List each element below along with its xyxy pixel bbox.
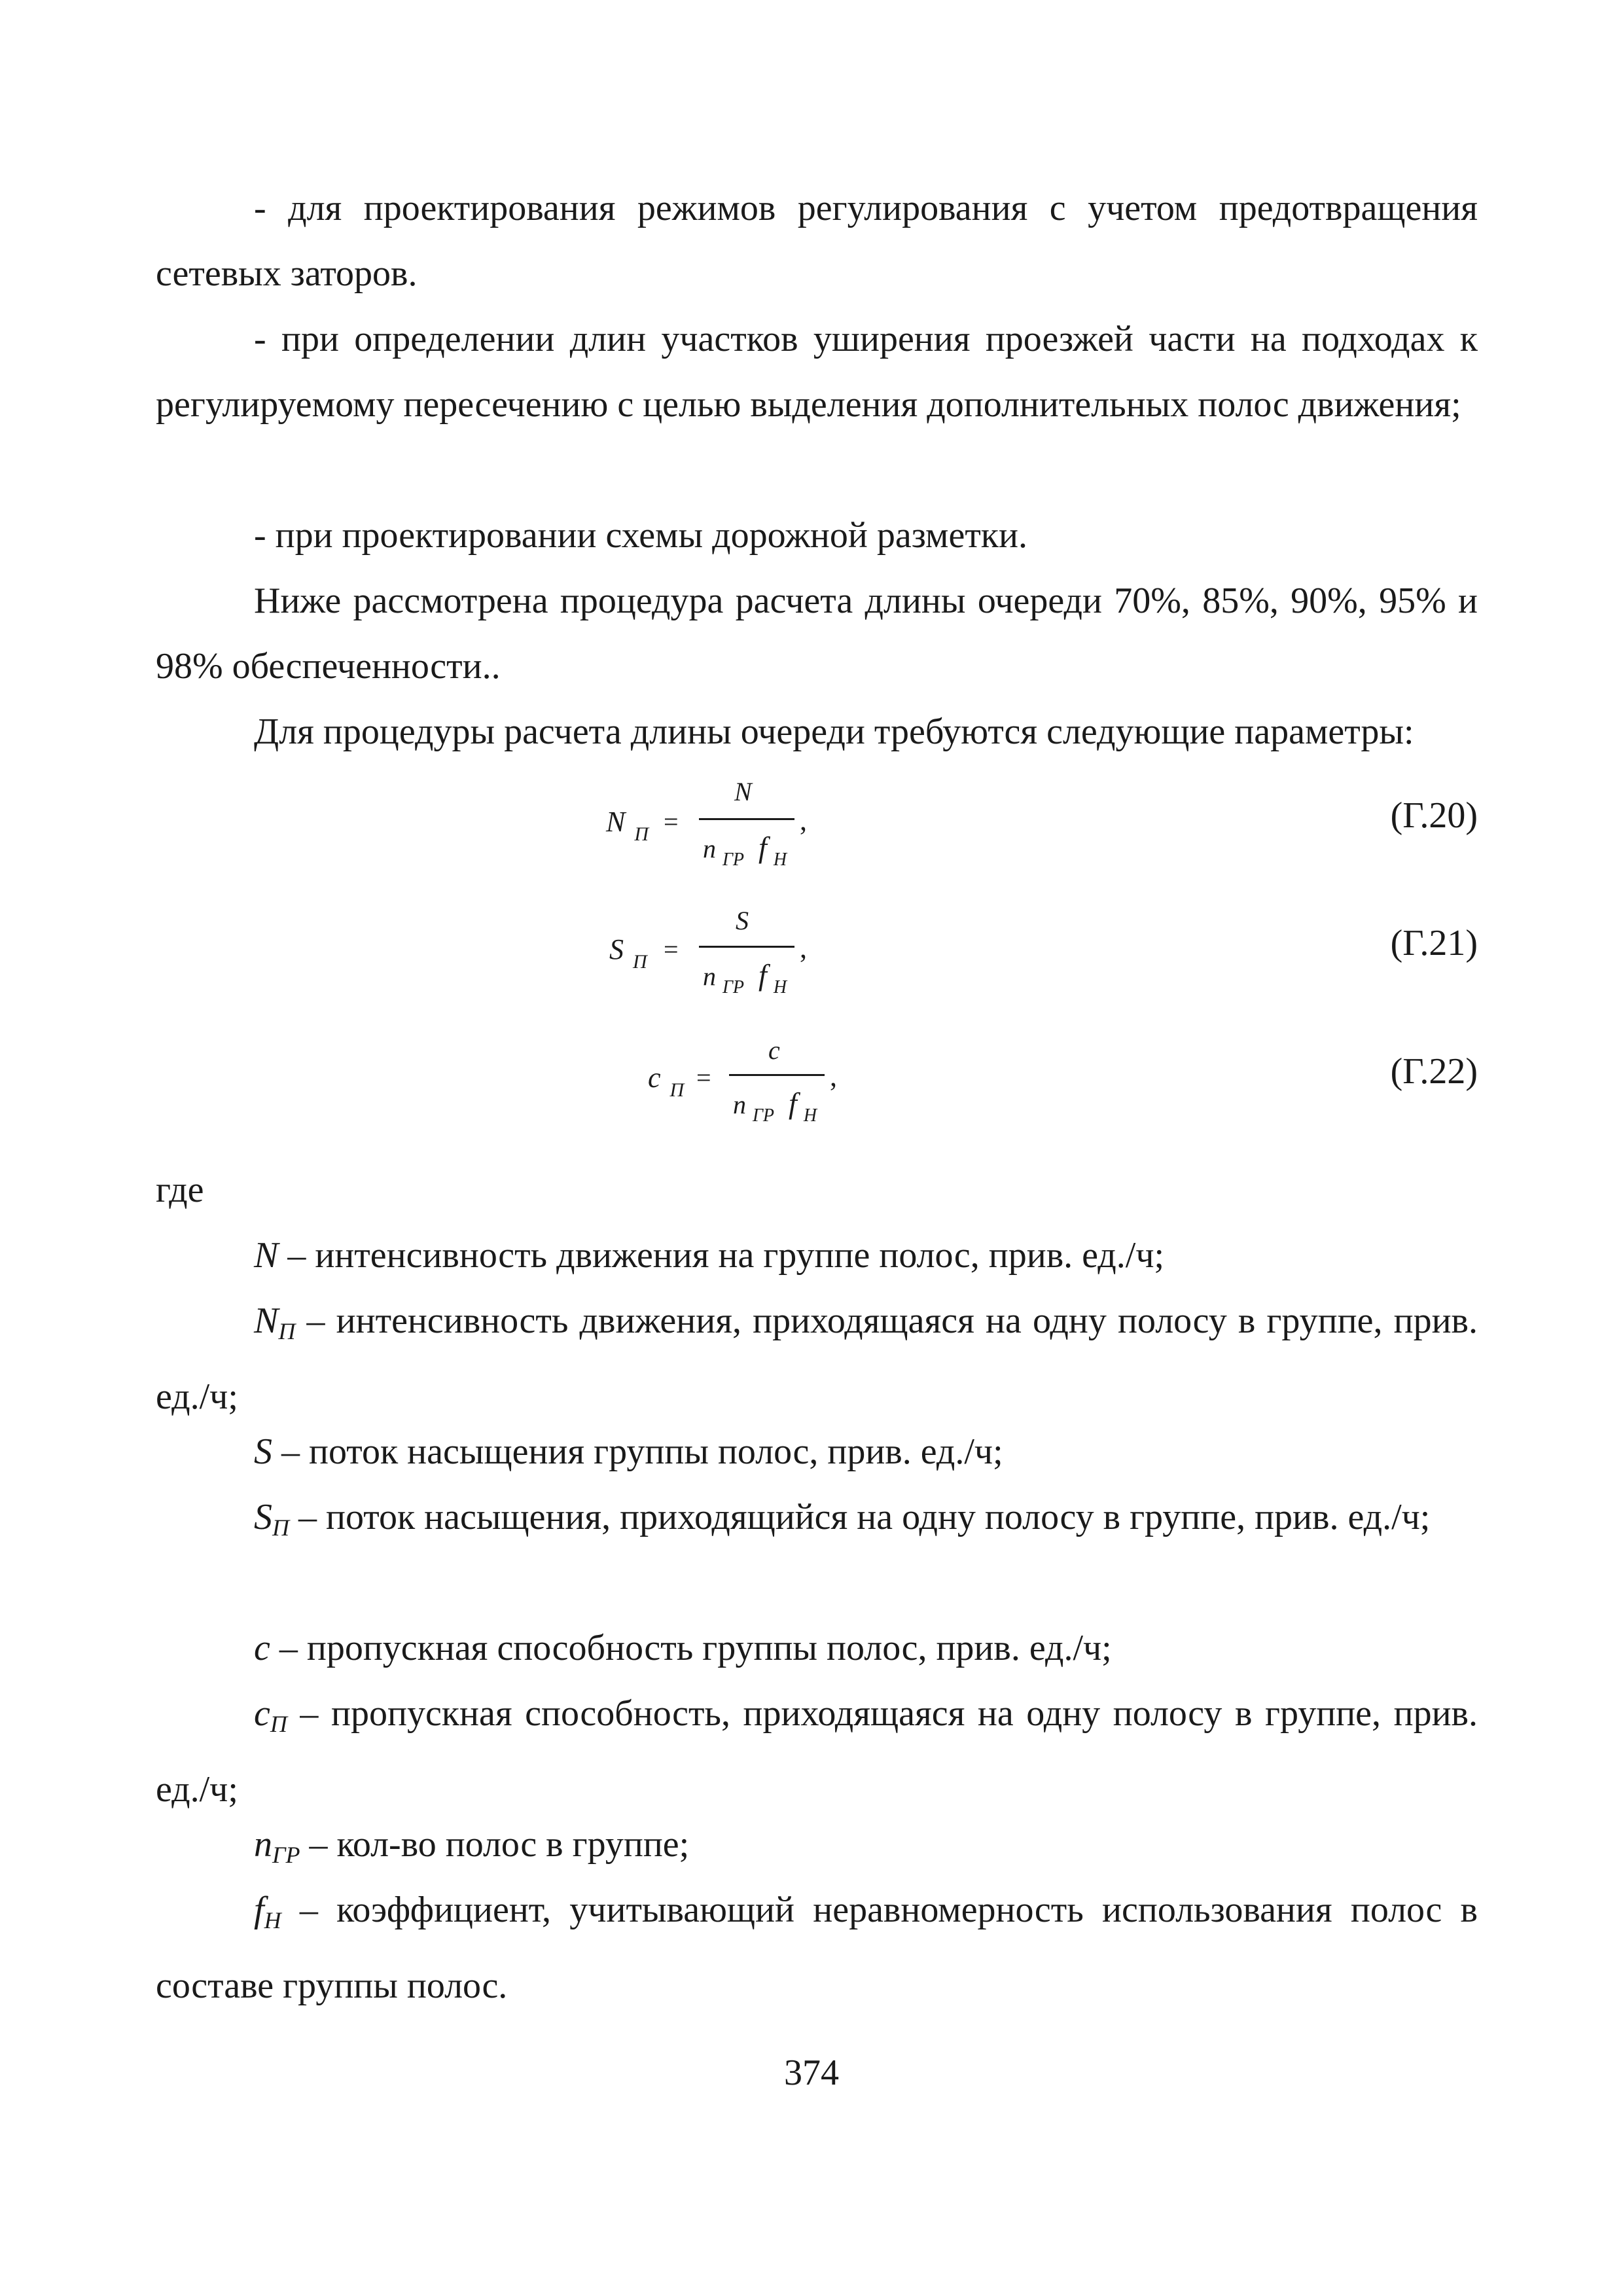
equation-comma: , (830, 1060, 837, 1092)
fraction-bar (729, 1074, 825, 1076)
paragraph-road-marking: - при проектировании схемы дорожной разметки. (254, 515, 1027, 556)
fraction-numerator: S (736, 906, 749, 935)
fraction-numerator: c (768, 1035, 780, 1065)
definition-c: c – пропускная способность группы полос, прив. ед./ч; (254, 1628, 1112, 1668)
paragraph-queue-procedure: Ниже рассмотрена процедура расчета длины очереди 70%, 85%, 90%, 95% и 98% обеспеченности.. (156, 581, 1478, 687)
equation-lhs: S $_П$ (609, 933, 647, 973)
equals-sign: = (696, 1063, 711, 1092)
fraction-bar (699, 946, 794, 948)
equation-number: (Г.22) (1390, 1051, 1478, 1092)
fraction-denominator: n $_{ГР}$ f $_Н$ (733, 1086, 817, 1126)
fraction-denominator: n $_{ГР}$ f $_Н$ (703, 958, 787, 997)
fraction-denominator: n $_{ГР}$ f $_Н$ (703, 831, 787, 870)
fraction-bar (699, 818, 794, 820)
fraction-numerator: N (734, 777, 752, 806)
equation-number: (Г.21) (1390, 923, 1478, 963)
equals-sign: = (664, 935, 679, 964)
equation-number: (Г.20) (1390, 795, 1478, 836)
equation-g20 (156, 779, 1478, 877)
equals-sign: = (664, 807, 679, 836)
definition-s: S – поток насыщения группы полос, прив. ед./ч; (254, 1431, 1003, 1472)
definition-s-lane: SП – поток насыщения, приходящийся на одну полосу в группе, прив. ед./ч; (254, 1497, 1431, 1541)
definition-n: N – интенсивность движения на группе полос, прив. ед./ч; (254, 1235, 1165, 1276)
equation-g21 (156, 908, 1478, 1006)
paragraph-parameters-intro: Для процедуры расчета длины очереди требуются следующие параметры: (254, 711, 1414, 752)
definition-n-group: nГР – кол-во полос в группе; (254, 1824, 690, 1868)
definition-n-lane: NП – интенсивность движения, приходящаяся на одну полосу в группе, прив. ед./ч; (156, 1300, 1478, 1417)
paragraph-network-jams: - для проектирования режимов регулирования с учетом предотвращения сетевых заторов. (156, 188, 1478, 294)
equation-lhs: c $_П$ (648, 1062, 685, 1101)
where-label: где (156, 1170, 204, 1210)
definition-f-coefficient: fН – коэффициент, учитывающий неравномерность использования полос в составе группы полос. (156, 1890, 1478, 2006)
equation-comma: , (800, 932, 807, 964)
equation-g22 (156, 1037, 1478, 1136)
equation-lhs: N $_П$ (606, 806, 649, 845)
page-number: 374 (784, 2053, 839, 2093)
definition-c-lane: cП – пропускная способность, приходящаяся на одну полосу в группе, прив. ед./ч; (156, 1693, 1478, 1810)
paragraph-widening-lengths: - при определении длин участков уширения проезжей части на подходах к регулируемому пересечению с целью выделения дополнительных полос движения; (156, 319, 1478, 425)
equation-comma: , (800, 804, 807, 836)
